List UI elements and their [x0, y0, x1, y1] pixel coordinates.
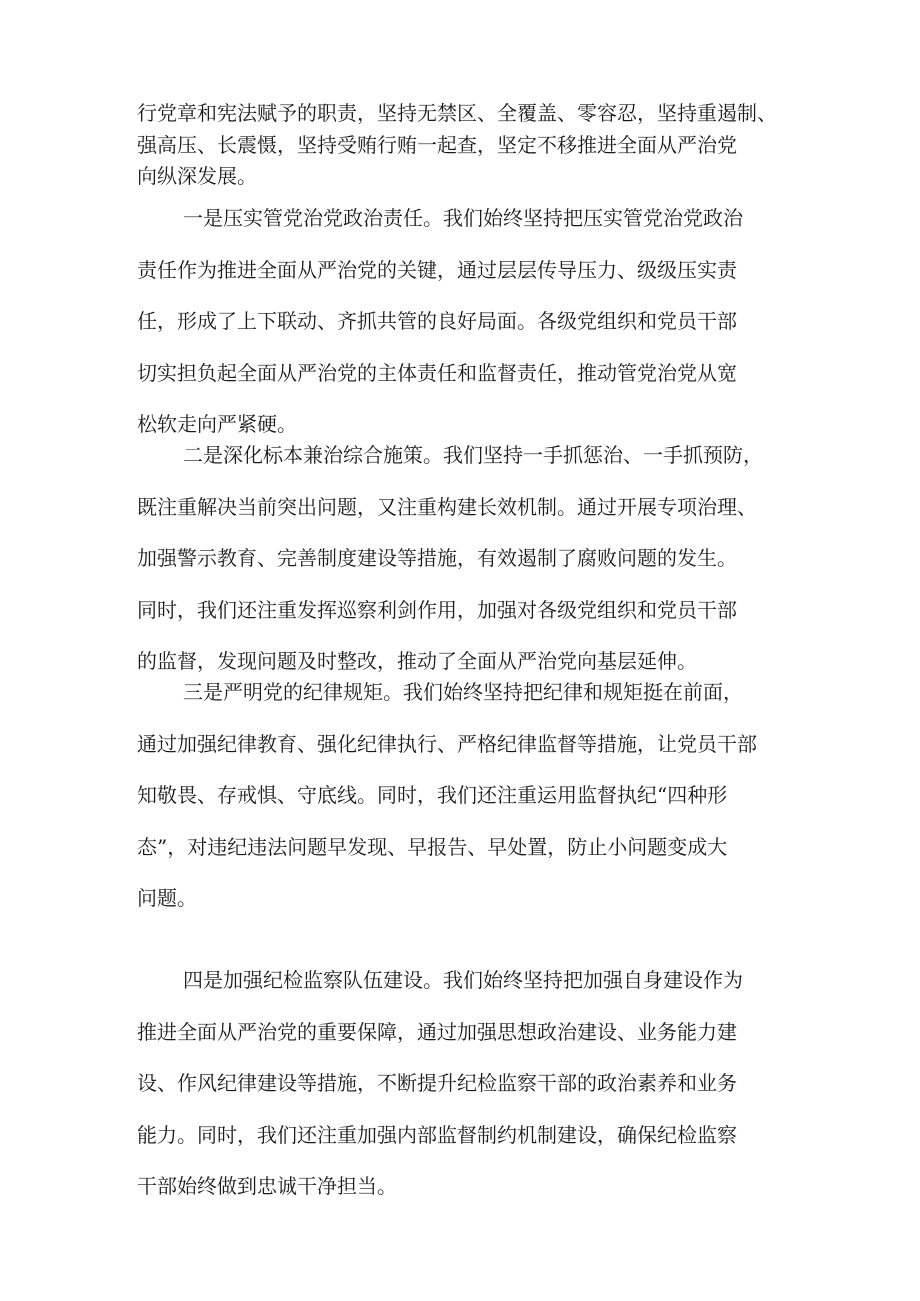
text-line: 问题。 [137, 886, 197, 910]
text-line: 加强警示教育、完善制度建设等措施，有效遏制了腐败问题的发生。 [137, 546, 737, 570]
text-line: 知敬畏、存戒惧、守底线。同时，我们还注重运用监督执纪“四种形 [137, 783, 728, 807]
text-line: 切实担负起全面从严治党的主体责任和监督责任，推动管党治党从宽 [137, 360, 737, 385]
paragraph-team-building [137, 955, 797, 1213]
text-line: 松软走向严紧硬。 [137, 412, 297, 436]
paragraph-discipline-rules [137, 667, 797, 925]
paragraph-comprehensive-measures [137, 430, 797, 688]
text-line: 行党章和宪法赋予的职责，坚持无禁区、全覆盖、零容忍，坚持重遏制、 [137, 101, 777, 125]
text-line: 通过加强纪律教育、强化纪律执行、严格纪律监督等措施，让党员干部 [137, 731, 757, 756]
text-line: 强高压、长震慑，坚持受贿行贿一起查，坚定不移推进全面从严治党 [137, 132, 737, 157]
text-line: 任，形成了上下联动、齐抓共管的良好局面。各级党组织和党员干部 [137, 309, 737, 333]
text-line: 既注重解决当前突出问题，又注重构建长效机制。通过开展专项治理、 [137, 494, 757, 519]
text-line: 一是压实管党治党政治责任。我们始终坚持把压实管党治党政治 [183, 206, 743, 230]
text-line: 态”，对违纪违法问题早发现、早报告、早处置，防止小问题变成大 [137, 834, 728, 859]
paragraph-continuation [137, 98, 797, 193]
text-line: 干部始终做到忠诚干净担当。 [137, 1174, 397, 1198]
text-line: 同时，我们还注重发挥巡察利剑作用，加强对各级党组织和党员干部 [137, 597, 737, 622]
text-line: 二是深化标本兼治综合施策。我们坚持一手抓惩治、一手抓预防， [183, 443, 763, 467]
text-line: 的监督，发现问题及时整改，推动了全面从严治党向基层延伸。 [137, 649, 697, 673]
text-line: 推进全面从严治党的重要保障，通过加强思想政治建设、业务能力建 [137, 1019, 737, 1044]
text-line: 四是加强纪检监察队伍建设。我们始终坚持把加强自身建设作为 [183, 968, 743, 992]
text-line: 责任作为推进全面从严治党的关键，通过层层传导压力、级级压实责 [137, 257, 737, 282]
text-line: 三是严明党的纪律规矩。我们始终坚持把纪律和规矩挺在前面， [183, 680, 743, 704]
text-line: 向纵深发展。 [137, 164, 257, 188]
paragraph-political-responsibility [137, 193, 797, 451]
text-line: 设、作风纪律建设等措施，不断提升纪检监察干部的政治素养和业务 [137, 1071, 737, 1095]
text-line: 能力。同时，我们还注重加强内部监督制约机制建设，确保纪检监察 [137, 1122, 737, 1147]
